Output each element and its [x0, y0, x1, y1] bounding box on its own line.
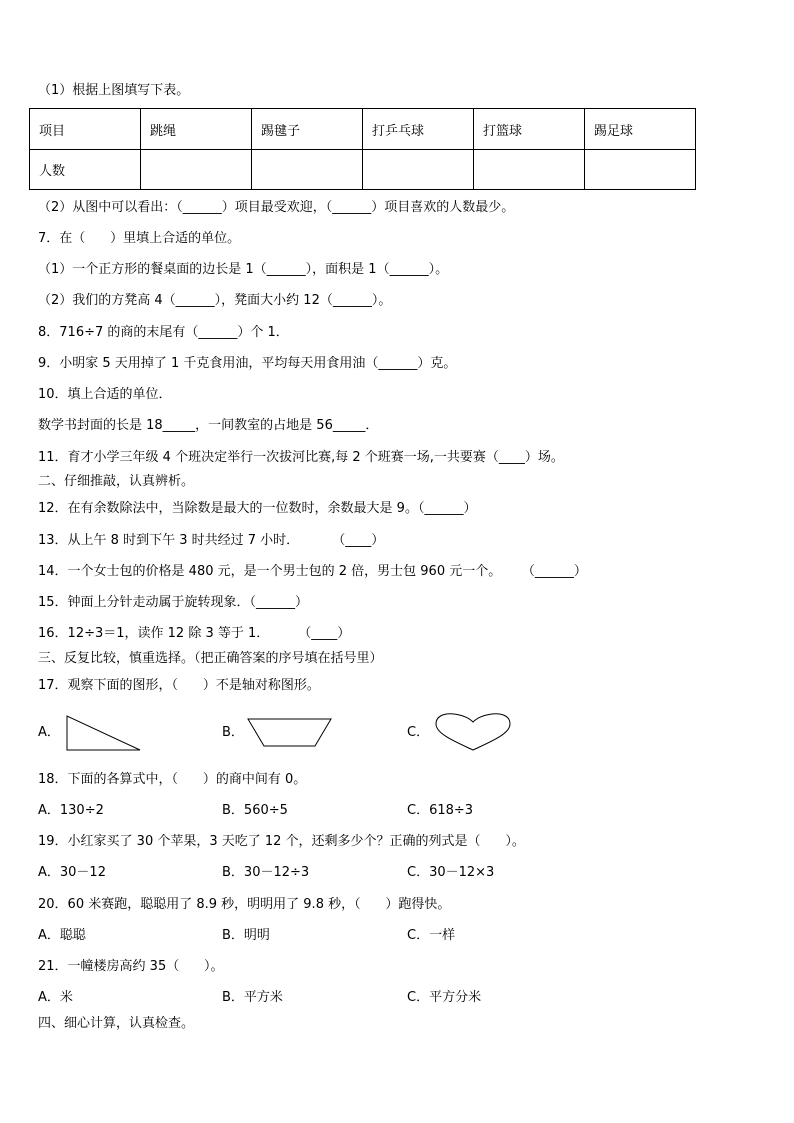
question-8: 8．716÷7 的商的末尾有（______）个 1．: [38, 325, 289, 340]
option-c: C．一样: [407, 928, 456, 943]
option-c: C．30－12×3: [407, 865, 495, 880]
option-b: B．30－12÷3: [222, 865, 310, 880]
trapezoid-figure: [247, 718, 333, 748]
header-cell: 踢足球: [585, 109, 696, 150]
blank-answer-cell[interactable]: [252, 150, 363, 190]
header-cell: 项目: [30, 109, 141, 150]
option-c: C．平方分米: [407, 990, 482, 1005]
header-cell: 踢毽子: [252, 109, 363, 150]
blank-answer-cell[interactable]: [363, 150, 474, 190]
question-15: 15．钟面上分针走动属于旋转现象．（______）: [38, 595, 309, 610]
option-a: A．130÷2: [38, 803, 104, 818]
table-count-row: [30, 150, 696, 190]
header-cell: 跳绳: [141, 109, 252, 150]
option-c: C．618÷3: [407, 803, 474, 818]
option-c: C．: [407, 725, 430, 740]
table-header-row: [30, 109, 696, 150]
option-a: A．米: [38, 990, 73, 1005]
question-9: 9．小明家 5 天用掉了 1 千克食用油，平均每天用食用油（______）克。: [38, 356, 457, 371]
option-b: B．560÷5: [222, 803, 288, 818]
question-10: 10．填上合适的单位．: [38, 387, 172, 402]
question-7-part-2: （2）我们的方凳高 4（______），凳面大小约 12（______）。: [38, 293, 392, 308]
option-a: A．聪聪: [38, 928, 86, 943]
question-16: 16．12÷3＝1，读作 12 除 3 等于 1． （____）: [38, 626, 351, 641]
option-a: A．30－12: [38, 865, 106, 880]
sports-survey-table: [29, 108, 696, 190]
question-6-part-2: （2）从图中可以看出：（______）项目最受欢迎，（______）项目喜欢的人数最少。: [38, 200, 515, 215]
option-b: B．平方米: [222, 990, 283, 1005]
header-cell: 打篮球: [474, 109, 585, 150]
question-19: 19．小红家买了 30 个苹果，3 天吃了 12 个，还剩多少个？正确的列式是（ ）。: [38, 834, 525, 849]
option-a: A．: [38, 725, 60, 740]
question-10-body: 数学书封面的长是 18_____，一间教室的占地是 56_____．: [38, 418, 379, 433]
question-14: 14．一个女士包的价格是 480 元，是一个男士包的 2 倍，男士包 960 元一个。 （______）: [38, 564, 587, 579]
blank-answer-cell[interactable]: [141, 150, 252, 190]
option-b: B．明明: [222, 928, 270, 943]
blank-answer-cell[interactable]: [474, 150, 585, 190]
row-label-cell: 人数: [30, 150, 141, 190]
question-18: 18．下面的各算式中，（ ）的商中间有 0。: [38, 772, 307, 787]
question-20: 20．60 米赛跑，聪聪用了 8.9 秒，明明用了 9.8 秒，（ ）跑得快。: [38, 897, 451, 912]
heart-figure: [434, 712, 512, 752]
question-12: 12．在有余数除法中，当除数是最大的一位数时，余数最大是 9。（______）: [38, 501, 477, 516]
header-cell: 打乒乓球: [363, 109, 474, 150]
question-7-part-1: （1）一个正方形的餐桌面的边长是 1（______），面积是 1（______）。: [38, 262, 449, 277]
question-17: 17．观察下面的图形，（ ）不是轴对称图形。: [38, 678, 320, 693]
section-3-heading: 三、反复比较，慎重选择。（把正确答案的序号填在括号里）: [38, 651, 383, 666]
right-triangle-figure: [66, 715, 142, 753]
section-4-heading: 四、细心计算，认真检查。: [38, 1016, 195, 1031]
question-21: 21．一幢楼房高约 35（ ）。: [38, 959, 224, 974]
question-13: 13．从上午 8 时到下午 3 时共经过 7 小时． （____）: [38, 533, 385, 548]
section-2-heading: 二、仔细推敲，认真辨析。: [38, 474, 195, 489]
option-b: B．: [222, 725, 244, 740]
table-instruction: （1）根据上图填写下表。: [38, 83, 190, 98]
blank-answer-cell[interactable]: [585, 150, 696, 190]
question-7: 7．在（ ）里填上合适的单位。: [38, 231, 241, 246]
question-11: 11．育才小学三年级 4 个班决定举行一次拔河比赛,每 2 个班赛一场,一共要赛（____）场。: [38, 450, 564, 465]
